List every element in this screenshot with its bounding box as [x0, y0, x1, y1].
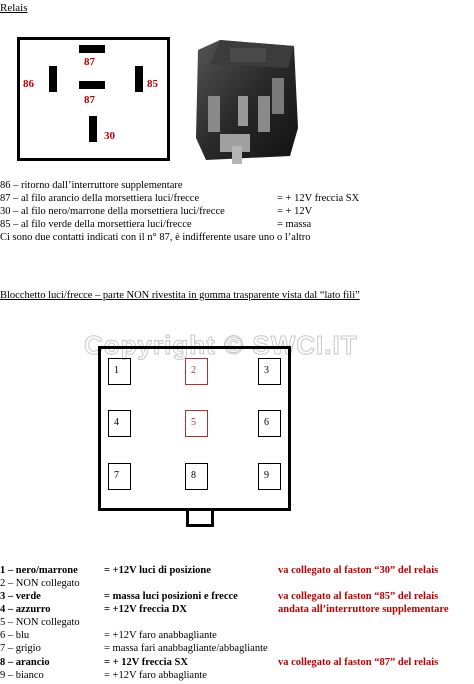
connector-key-tab: [186, 508, 214, 527]
connector-cell-5: 5: [185, 410, 208, 437]
legend-note: va collegato al faston “30” del relais: [278, 565, 439, 576]
legend-row-4: [0, 603, 474, 616]
legend-row-8: [0, 656, 474, 669]
legend-function: = +12V faro anabbagliante: [104, 630, 217, 641]
relay-desc-85: 85 – al filo verde della morsettiera luci/frecce: [0, 219, 192, 230]
relay-photo: [190, 38, 302, 166]
legend-note: va collegato al faston “87” del relais: [278, 657, 439, 668]
legend-note: va collegato al faston “85” del relais: [278, 591, 439, 602]
legend-wire: 9 – bianco: [0, 670, 44, 681]
legend-function: = +12V luci di posizione: [104, 565, 211, 576]
legend-row-1: [0, 564, 474, 577]
connector-cell-9: 9: [258, 463, 281, 490]
relay-desc-86: 86 – ritorno dall’interruttore supplementare: [0, 180, 183, 191]
legend-function: = massa luci posizioni e frecce: [104, 591, 238, 602]
connector-cell-4: 4: [108, 410, 131, 437]
legend-wire: 3 – verde: [0, 591, 41, 602]
pin-30: [89, 116, 97, 142]
relay-desc-85-value: = massa: [277, 219, 312, 230]
legend-function: = massa fari anabbagliante/abbagliante: [104, 643, 268, 654]
legend-wire: 1 – nero/marrone: [0, 565, 78, 576]
legend-function: = + 12V freccia SX: [104, 657, 188, 668]
legend-wire: 5 – NON collegato: [0, 617, 80, 628]
pin-label-87-middle: 87: [84, 94, 95, 106]
legend-row-3: [0, 590, 474, 603]
legend-wire: 4 – azzurro: [0, 604, 51, 615]
legend-wire: 2 – NON collegato: [0, 578, 80, 589]
connector-cell-7: 7: [108, 463, 131, 490]
legend-note: andata all’interruttore supplementare: [278, 604, 449, 615]
relay-section-title: Relais: [0, 2, 28, 14]
legend-wire: 6 – blu: [0, 630, 30, 641]
pin-87-middle: [79, 81, 105, 89]
legend-row-6: [0, 629, 474, 642]
legend-row-5: [0, 616, 474, 629]
relay-desc-note: Ci sono due contatti indicati con il n° 87, è indifferente usare uno o l’altro: [0, 232, 311, 243]
relay-pin-diagram: [17, 37, 170, 161]
relay-desc-30: 30 – al filo nero/marrone della morsettiera luci/frecce: [0, 206, 225, 217]
copyright-watermark: Copyright © SWCI.IT: [84, 330, 358, 360]
connector-cell-6: 6: [258, 410, 281, 437]
relay-desc-87-value: = + 12V freccia SX: [277, 193, 360, 204]
block-section-title: Blocchetto luci/frecce – parte NON rivestita in gomma trasparente vista dal “lato fili”: [0, 290, 360, 301]
pin-87-top: [79, 45, 105, 53]
legend-row-9: [0, 669, 474, 682]
connector-cell-3: 3: [258, 358, 281, 385]
relay-desc-30-value: = + 12V: [277, 206, 313, 217]
pin-label-30: 30: [104, 130, 115, 142]
legend-wire: 8 – arancio: [0, 657, 50, 668]
pin-85: [135, 66, 143, 92]
pin-86: [49, 66, 57, 92]
pin-label-86: 86: [23, 78, 34, 90]
legend-wire: 7 – grigio: [0, 643, 41, 654]
pin-label-87-top: 87: [84, 56, 95, 68]
legend-function: = +12V faro abbagliante: [104, 670, 207, 681]
pin-label-85: 85: [147, 78, 158, 90]
legend-row-2: [0, 577, 474, 590]
connector-cell-1: 1: [108, 358, 131, 385]
legend-row-7: [0, 642, 474, 655]
legend-function: = +12V freccia DX: [104, 604, 188, 615]
connector-cell-8: 8: [185, 463, 208, 490]
relay-desc-87: 87 – al filo arancio della morsettiera luci/frecce: [0, 193, 200, 204]
connector-cell-2: 2: [185, 358, 208, 385]
connector-block-diagram: [98, 346, 291, 511]
